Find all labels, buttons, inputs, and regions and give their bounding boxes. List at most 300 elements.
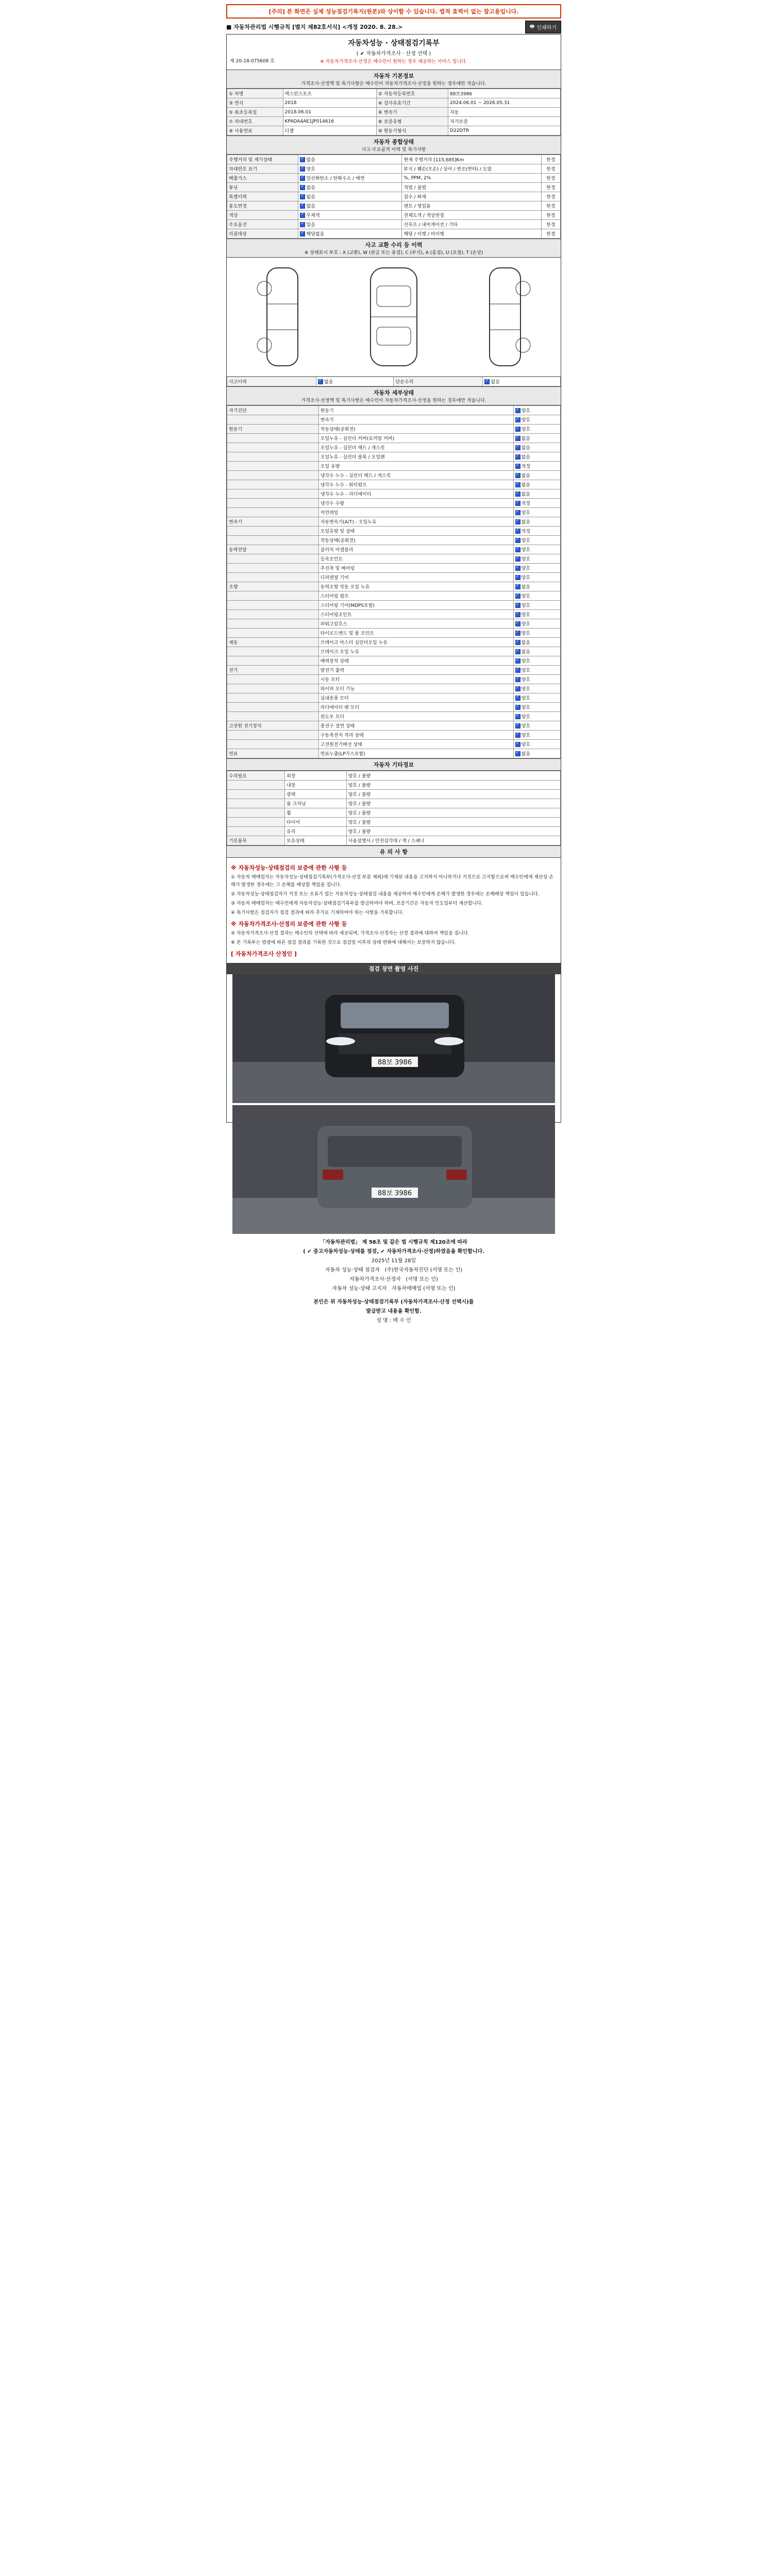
check-icon <box>515 723 520 728</box>
check-icon <box>515 556 520 562</box>
detail-value: ✓ 없음 <box>513 480 560 489</box>
check-icon <box>515 705 520 710</box>
basic-label: ③ 연식 <box>227 98 283 108</box>
history-options: 부식 / 훼손(오손) / 상이 / 변조(변타) / 도말 <box>402 164 541 174</box>
notice-heading-1: ※ 자동차성능·상태점검의 보증에 관한 사항 등 <box>231 865 347 871</box>
history-value: ✓ 많음 <box>298 155 402 164</box>
detail-row <box>227 527 561 536</box>
options-item: 내장 <box>284 781 346 790</box>
history-row <box>227 201 561 211</box>
detail-item: 연료누출(LP가스포함) <box>318 749 513 758</box>
detail-row <box>227 536 561 545</box>
detail-item: 작동상태(공회전) <box>318 425 513 434</box>
history-options: 렌트 / 영업용 <box>402 201 541 211</box>
print-button[interactable] <box>525 21 561 33</box>
car-left-side-figure <box>244 263 321 371</box>
options-group <box>227 799 285 808</box>
detail-group: 연료 <box>227 749 319 758</box>
options-table <box>227 771 561 845</box>
detail-table <box>227 405 561 758</box>
detail-row <box>227 619 561 629</box>
detail-row <box>227 443 561 452</box>
detail-row <box>227 684 561 693</box>
detail-item: 충전구 절연 상태 <box>318 721 513 731</box>
check-icon <box>515 612 520 617</box>
detail-item: 브레이크 오일 누유 <box>318 647 513 656</box>
front-plate: 88보 3986 <box>377 1059 412 1066</box>
detail-group <box>227 564 319 573</box>
section-history-sub: 사고·주요골격 이력 및 특기사항 <box>361 147 426 152</box>
detail-group <box>227 434 319 443</box>
options-group <box>227 808 285 818</box>
detail-value: ✓ 없음 <box>513 489 560 499</box>
basic-label: ① 차명 <box>227 89 283 98</box>
basic-value: 자동 <box>448 108 561 117</box>
sign-row-1: 자동차 성능·상태 점검자 (주)한국자동차진단 (서명 또는 인) <box>325 1267 463 1273</box>
detail-item: 냉각수 누수 - 라디에이터 <box>318 489 513 499</box>
detail-row <box>227 545 561 554</box>
check-icon <box>300 166 305 172</box>
notice-block <box>227 858 561 963</box>
options-row <box>227 836 561 845</box>
car-top-view-figure <box>355 263 432 371</box>
sign-date: 2025년 11월 28일 <box>371 1258 416 1264</box>
history-row <box>227 229 561 239</box>
check-icon <box>515 733 520 738</box>
history-label: 색상 <box>227 211 298 220</box>
detail-row <box>227 564 561 573</box>
sign-row-3: 자동차 성능·상태 고지자 자동차매매업 (서명 또는 인) <box>332 1286 456 1292</box>
history-table <box>227 155 561 239</box>
detail-value: ✓ 양호 <box>513 731 560 740</box>
history-row <box>227 155 561 164</box>
sign-line-1: 「자동차관리법」 제 58조 및 같은 법 시행규칙 제120조에 따라 <box>320 1240 467 1245</box>
detail-value: ✓ 없음 <box>513 582 560 591</box>
detail-item: 타이로드엔드 및 볼 조인트 <box>318 629 513 638</box>
detail-item: 와이퍼 모터 기능 <box>318 684 513 693</box>
doc-label: ■ 자동차관리법 시행규칙 [별지 제82호서식] <개정 2020. 8. 28.> <box>226 24 403 30</box>
detail-item: 냉각수 수량 <box>318 499 513 508</box>
check-icon <box>515 640 520 645</box>
basic-info-table <box>227 89 561 135</box>
check-icon <box>515 621 520 626</box>
sign-row-2: 자동차가격조사·산정자 (서명 또는 인) <box>349 1277 438 1282</box>
detail-group <box>227 629 319 638</box>
history-value: ✓ 양호 <box>298 164 402 174</box>
detail-group <box>227 693 319 703</box>
history-note: 한정 <box>541 164 560 174</box>
detail-group <box>227 573 319 582</box>
detail-item: 작동상태(공회전) <box>318 536 513 545</box>
detail-value: ✓ 양호 <box>513 425 560 434</box>
history-options: 적법 / 불법 <box>402 183 541 192</box>
detail-row <box>227 452 561 462</box>
history-row <box>227 164 561 174</box>
section-history-head <box>227 135 561 155</box>
detail-row <box>227 415 561 425</box>
detail-value: ✓ 양호 <box>513 740 560 749</box>
detail-group: 원동기 <box>227 425 319 434</box>
options-value: 양호 / 불량 <box>346 781 560 790</box>
history-row <box>227 211 561 220</box>
options-group <box>227 781 285 790</box>
detail-group <box>227 462 319 471</box>
check-icon <box>515 566 520 571</box>
detail-value: ✓ 없음 <box>513 517 560 527</box>
detail-item: 구동축전지 격리 상태 <box>318 731 513 740</box>
form-red-notice: ※ 자동차가격조사·산정은 매수인이 원하는 경우 제공하는 서비스 입니다. <box>320 59 467 64</box>
detail-item: 오일누유 - 실린더 헤드 / 개스킷 <box>318 443 513 452</box>
detail-value: ✓ 양호 <box>513 564 560 573</box>
options-value: 양호 / 불량 <box>346 799 560 808</box>
detail-group: 전기 <box>227 666 319 675</box>
detail-row <box>227 554 561 564</box>
history-options: %, PPM, 2% <box>402 174 541 183</box>
options-row <box>227 771 561 781</box>
notice-para: ⑤ 자동차가격조사·산정 결과는 매수인의 선택에 따라 제공되며, 가격조사·산정자는 산정 결과에 대하여 책임을 집니다. <box>231 931 469 936</box>
detail-group <box>227 536 319 545</box>
check-icon <box>515 436 520 441</box>
detail-group <box>227 740 319 749</box>
detail-item: 클러치 어셈블리 <box>318 545 513 554</box>
detail-row <box>227 508 561 517</box>
check-icon <box>515 547 520 552</box>
history-note: 한정 <box>541 229 560 239</box>
history-value: ✓ 있음 <box>298 220 402 229</box>
print-button-label: 인쇄하기 <box>536 25 557 31</box>
rear-plate: 88보 3986 <box>377 1190 412 1197</box>
detail-row <box>227 740 561 749</box>
detail-group <box>227 508 319 517</box>
detail-group <box>227 591 319 601</box>
detail-row <box>227 425 561 434</box>
detail-value: ✓ 양호 <box>513 619 560 629</box>
basic-value: 렉스턴스포츠 <box>283 89 376 98</box>
check-icon <box>515 686 520 691</box>
history-options: 전체도색 / 색상변경 <box>402 211 541 220</box>
history-options: 현재 주행거리 [115,685]Km <box>402 155 541 164</box>
check-icon <box>515 464 520 469</box>
section-history-title: 자동차 종합상태 <box>373 139 414 145</box>
history-value: ✓ 없음 <box>298 183 402 192</box>
detail-item: 윈도우 모터 <box>318 712 513 721</box>
detail-item: 시동 모터 <box>318 675 513 684</box>
detail-group <box>227 619 319 629</box>
basic-label: ② 자동차등록번호 <box>376 89 448 98</box>
detail-row <box>227 517 561 527</box>
notice-para: ⑥ 본 기록부는 법령에 따른 점검 결과를 기록한 것으로 점검일 이후의 상태 변화에 대해서는 보증하지 않습니다. <box>231 940 456 945</box>
check-icon <box>515 501 520 506</box>
check-icon <box>515 668 520 673</box>
detail-value: ✓ 양호 <box>513 684 560 693</box>
detail-item: 오일누유 - 실린더 블록 / 오일팬 <box>318 452 513 462</box>
detail-group <box>227 712 319 721</box>
check-icon <box>515 631 520 636</box>
detail-row <box>227 647 561 656</box>
detail-group <box>227 443 319 452</box>
detail-value: ✓ 양호 <box>513 591 560 601</box>
check-icon <box>515 677 520 682</box>
sign-foot-1: 본인은 위 자동차성능·상태점검기록부 (자동차가격조사·산정 선택시)를 <box>313 1299 474 1305</box>
history-value: ✓ 일산화탄소 / 탄화수소 / 매연 <box>298 174 402 183</box>
detail-item: 파워고압호스 <box>318 619 513 629</box>
detail-group <box>227 601 319 610</box>
options-row <box>227 790 561 799</box>
detail-row <box>227 434 561 443</box>
history-note: 한정 <box>541 183 560 192</box>
detail-row <box>227 721 561 731</box>
detail-group <box>227 675 319 684</box>
detail-value: ✓ 없음 <box>513 471 560 480</box>
check-icon <box>515 649 520 654</box>
history-value: ✓ 무채색 <box>298 211 402 220</box>
detail-value: ✓ 양호 <box>513 573 560 582</box>
detail-item: 디퍼렌셜 기어 <box>318 573 513 582</box>
options-value: 사용설명서 / 안전삼각대 / 잭 / 스패너 <box>346 836 560 845</box>
detail-item: 등속조인트 <box>318 554 513 564</box>
detail-group <box>227 647 319 656</box>
options-value: 양호 / 불량 <box>346 818 560 827</box>
repair-value: ✓ 없음 <box>483 377 561 386</box>
detail-group <box>227 731 319 740</box>
section-diagram-head <box>227 239 561 258</box>
detail-group <box>227 489 319 499</box>
detail-group <box>227 415 319 425</box>
form-subtitle: ( ✔ 자동차가격조사 · 산정 선택 ) <box>356 51 431 57</box>
check-icon <box>515 751 520 756</box>
check-icon <box>515 714 520 719</box>
detail-row <box>227 666 561 675</box>
vehicle-rear-photo <box>232 1105 555 1234</box>
detail-group <box>227 610 319 619</box>
basic-label: ⑥ 변속기 <box>376 108 448 117</box>
detail-group: 자기진단 <box>227 406 319 415</box>
detail-item: 추진축 및 베어링 <box>318 564 513 573</box>
basic-label: ⑧ 보증유형 <box>376 117 448 126</box>
check-icon <box>515 482 520 487</box>
basic-value: KPADA4AE1JP014616 <box>283 117 376 126</box>
options-value: 양호 / 불량 <box>346 771 560 781</box>
detail-item: 커먼레일 <box>318 508 513 517</box>
detail-item: 고전원전기배선 상태 <box>318 740 513 749</box>
history-options: 선루프 / 내비게이션 / 기타 <box>402 220 541 229</box>
detail-group <box>227 656 319 666</box>
detail-value: ✓ 없음 <box>513 638 560 647</box>
history-label: 배출가스 <box>227 174 298 183</box>
detail-value: ✓ 양호 <box>513 601 560 610</box>
detail-group <box>227 499 319 508</box>
basic-value: 자가보증 <box>448 117 561 126</box>
history-note: 한정 <box>541 211 560 220</box>
detail-item: 라디에이터 팬 모터 <box>318 703 513 712</box>
check-icon <box>515 742 520 747</box>
detail-row <box>227 471 561 480</box>
options-row <box>227 781 561 790</box>
accident-table <box>227 377 561 386</box>
detail-row <box>227 656 561 666</box>
detail-value: ✓ 양호 <box>513 545 560 554</box>
check-icon <box>300 213 305 218</box>
accident-value: ✓ 없음 <box>316 377 394 386</box>
options-item: 외장 <box>284 771 346 781</box>
detail-row <box>227 582 561 591</box>
basic-row <box>227 126 561 135</box>
detail-row <box>227 731 561 740</box>
options-row <box>227 818 561 827</box>
sign-foot-2: 발급받고 내용을 확인함. <box>366 1309 422 1314</box>
detail-group <box>227 452 319 462</box>
history-value: ✓ 없음 <box>298 192 402 201</box>
detail-value: ✓ 양호 <box>513 666 560 675</box>
sign-line-2: ( ✔ 중고자동차성능·상태를 점검, ✔ 자동차가격조사·산정)하였음을 확인합니다. <box>303 1249 484 1255</box>
detail-value: ✓ 없음 <box>513 434 560 443</box>
options-group <box>227 790 285 799</box>
check-icon <box>515 594 520 599</box>
detail-row <box>227 499 561 508</box>
detail-item: 원동기 <box>318 406 513 415</box>
check-icon <box>300 176 305 181</box>
options-value: 양호 / 불량 <box>346 808 560 818</box>
basic-row <box>227 117 561 126</box>
detail-item: 브레이크 마스터 실린더오일 누유 <box>318 638 513 647</box>
vehicle-front-photo <box>232 974 555 1103</box>
section-options-title: 자동차 기타정보 <box>373 761 414 768</box>
history-options: 침수 / 화재 <box>402 192 541 201</box>
detail-group <box>227 471 319 480</box>
detail-group <box>227 554 319 564</box>
history-label: 튜닝 <box>227 183 298 192</box>
section-basic-head <box>227 70 561 89</box>
basic-label: ⑤ 최초등록일 <box>227 108 283 117</box>
section-detail-head <box>227 386 561 405</box>
notice-para: ④ 특기사항은 점검자가 점검 결과에 따라 추가로 기재하여야 하는 사항을 기록합니다. <box>231 910 404 916</box>
basic-label: ④ 검사유효기간 <box>376 98 448 108</box>
detail-item: 자동변속기(A/T) - 오일누유 <box>318 517 513 527</box>
notice-banner <box>226 4 561 19</box>
history-note: 한정 <box>541 201 560 211</box>
detail-row <box>227 480 561 489</box>
repair-label: 단순수리 <box>394 377 483 386</box>
section-basic-title: 자동차 기본정보 <box>373 73 414 79</box>
detail-value: ✓ 양호 <box>513 629 560 638</box>
section-diagram-sub: ※ 상태표시 부호 : X (교환), W (판금 또는 용접), C (부식), A (흠집), U (요철), T (손상) <box>304 250 483 256</box>
check-icon <box>515 427 520 432</box>
section-detail-title: 자동차 세부상태 <box>373 389 414 396</box>
history-value: ✓ 해당없음 <box>298 229 402 239</box>
detail-item: 동력조향 작동 오일 누유 <box>318 582 513 591</box>
basic-row <box>227 89 561 98</box>
detail-group: 제동 <box>227 638 319 647</box>
history-value: ✓ 없음 <box>298 201 402 211</box>
check-icon <box>300 185 305 190</box>
car-right-side-figure <box>466 263 544 371</box>
detail-value: ✓ 없음 <box>513 452 560 462</box>
detail-row <box>227 629 561 638</box>
detail-group <box>227 684 319 693</box>
options-row <box>227 799 561 808</box>
check-icon <box>515 529 520 534</box>
history-row <box>227 183 561 192</box>
section-basic-sub: 가격조사·산정액 및 특기사항은 매수인이 자동차가격조사·산정을 원하는 경우에만 적습니다. <box>301 81 486 87</box>
options-value: 양호 / 불량 <box>346 790 560 799</box>
options-group <box>227 818 285 827</box>
basic-label: ⑩ 원동기형식 <box>376 126 448 135</box>
check-icon <box>515 584 520 589</box>
history-note: 한정 <box>541 155 560 164</box>
basic-value: 디젤 <box>283 126 376 135</box>
check-icon <box>515 603 520 608</box>
detail-item: 오일누유 - 실린더 커버(로커암 커버) <box>318 434 513 443</box>
detail-item: 발전기 출력 <box>318 666 513 675</box>
banner-text: [주의] 본 화면은 실제 성능점검기록지(원본)와 상이할 수 있습니다. 법적 효력이 없는 참고용입니다. <box>268 8 519 15</box>
detail-row <box>227 406 561 415</box>
check-icon <box>484 379 490 384</box>
history-label: 차대번호 표기 <box>227 164 298 174</box>
inspection-form <box>226 34 561 1324</box>
history-label: 용도변경 <box>227 201 298 211</box>
detail-row <box>227 462 561 471</box>
history-note: 한정 <box>541 192 560 201</box>
detail-item: 스티어링 기어(MDPS포함) <box>318 601 513 610</box>
detail-item: 냉각수 누수 - 워터펌프 <box>318 480 513 489</box>
basic-value: 2024.06.01 ~ 2026.05.31 <box>448 98 561 108</box>
detail-item: 스티어링조인트 <box>318 610 513 619</box>
detail-row <box>227 591 561 601</box>
options-group <box>227 827 285 836</box>
options-group: 기본품목 <box>227 836 285 845</box>
options-item: 룸 크리닝 <box>284 799 346 808</box>
detail-value: ✓ 없음 <box>513 749 560 758</box>
detail-item: 실내송풍 모터 <box>318 693 513 703</box>
detail-value: ✓ 양호 <box>513 415 560 425</box>
detail-value: ✓ 적정 <box>513 462 560 471</box>
check-icon <box>515 492 520 497</box>
section-notices-title: 유 의 사 항 <box>380 849 408 855</box>
check-icon <box>515 696 520 701</box>
section-detail-sub: 가격조사·산정액 및 특기사항은 매수인이 자동차가격조사·산정을 원하는 경우에만 적습니다. <box>301 398 486 403</box>
check-icon <box>515 538 520 543</box>
history-row <box>227 174 561 183</box>
check-icon <box>300 222 305 227</box>
detail-value: ✓ 양호 <box>513 536 560 545</box>
detail-row <box>227 489 561 499</box>
detail-value: ✓ 양호 <box>513 693 560 703</box>
detail-value: ✓ 양호 <box>513 712 560 721</box>
document-header-row <box>226 21 561 33</box>
check-icon <box>318 379 323 384</box>
detail-item: 변속기 <box>318 415 513 425</box>
detail-value: ✓ 적정 <box>513 499 560 508</box>
car-diagram <box>227 258 561 377</box>
detail-value: ✓ 양호 <box>513 508 560 517</box>
detail-row <box>227 573 561 582</box>
detail-row <box>227 601 561 610</box>
detail-item: 스티어링 펌프 <box>318 591 513 601</box>
options-item: 보유상태 <box>284 836 346 845</box>
detail-value: ✓ 양호 <box>513 656 560 666</box>
detail-item: 오일 유량 <box>318 462 513 471</box>
section-diagram-title: 사고 교환 수리 등 이력 <box>365 242 423 248</box>
check-icon <box>515 417 520 422</box>
detail-value: ✓ 양호 <box>513 406 560 415</box>
history-label: 주요옵션 <box>227 220 298 229</box>
basic-value: 2018 <box>283 98 376 108</box>
detail-row <box>227 638 561 647</box>
options-value: 양호 / 불량 <box>346 827 560 836</box>
detail-group <box>227 527 319 536</box>
basic-label: ⑦ 차대번호 <box>227 117 283 126</box>
notice-heading-3: [ 자동차가격조사 산정인 ] <box>231 951 297 957</box>
